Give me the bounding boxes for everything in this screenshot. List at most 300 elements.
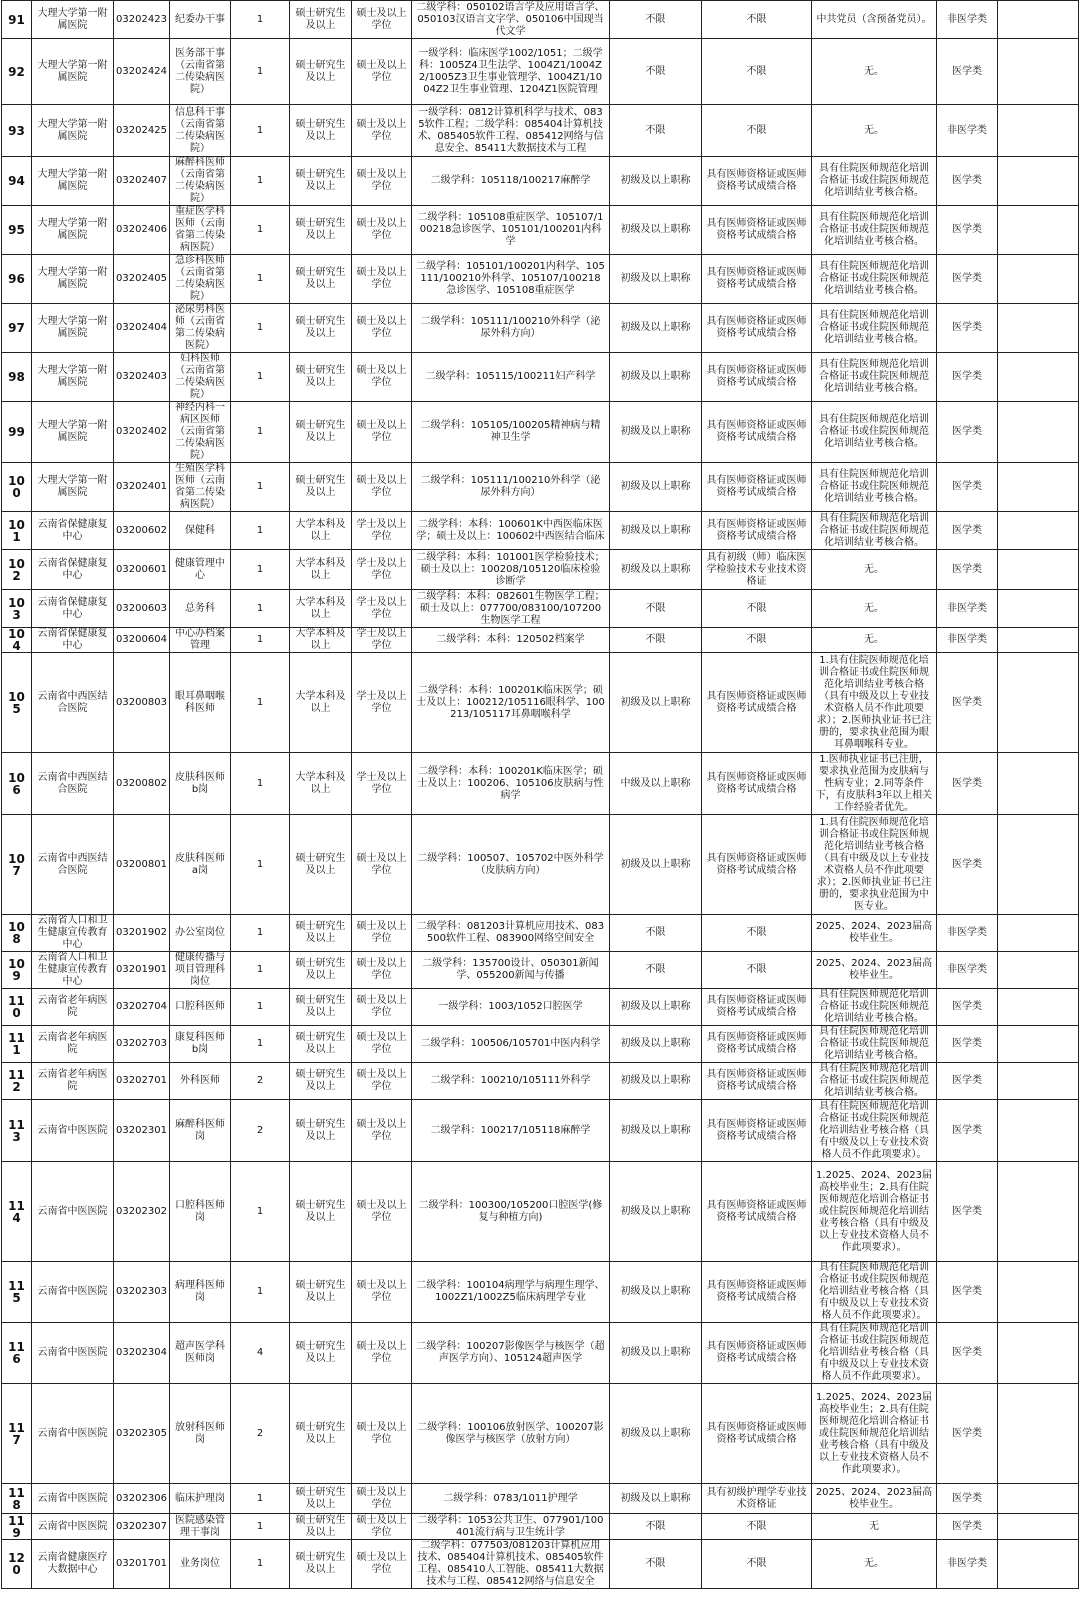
other-requirements: 具有住院医师规范化培训合格证书或住院医师规范化培训结业考核合格。 xyxy=(812,463,937,512)
blank-cell xyxy=(998,1162,1079,1262)
other-requirements: 具有住院医师规范化培训合格证书或住院医师规范化培训结业考核合格（具有中级及以上专业技术资格人员不作此项要求）。 xyxy=(812,1323,937,1384)
post-category: 医学类 xyxy=(937,304,998,353)
blank-cell xyxy=(998,1323,1079,1384)
post-name: 信息科干事（云南省第二传染病医院） xyxy=(170,105,231,157)
hiring-count: 1 xyxy=(231,1540,290,1589)
professional-title-requirement: 不限 xyxy=(610,915,702,952)
major-requirement: 一级学科：1003/1052口腔医学 xyxy=(412,989,610,1026)
education-requirement: 硕士研究生及以上 xyxy=(290,1100,352,1162)
major-requirement: 二级学科：105118/100217麻醉学 xyxy=(412,157,610,206)
blank-cell xyxy=(998,353,1079,402)
qualification-requirement: 具有医师资格证或医师资格考试成绩合格 xyxy=(702,1063,812,1100)
post-name: 口腔科医师 xyxy=(170,989,231,1026)
post-category: 非医学类 xyxy=(937,915,998,952)
row-number: 106 xyxy=(2,753,32,815)
qualification-requirement: 具有医师资格证或医师资格考试成绩合格 xyxy=(702,402,812,463)
education-requirement: 大学本科及以上 xyxy=(290,590,352,628)
employer-name: 大理大学第一附属医院 xyxy=(32,39,114,105)
other-requirements: 1.医师执业证书已注册，要求执业范围为皮肤病与性病专业；2.同等条件下，有皮肤科3年以上相关工作经验者优先。 xyxy=(812,753,937,815)
hiring-count: 2 xyxy=(231,1384,290,1484)
degree-requirement: 硕士及以上学位 xyxy=(352,105,412,157)
row-number: 97 xyxy=(2,304,32,353)
degree-requirement: 硕士及以上学位 xyxy=(352,1540,412,1589)
professional-title-requirement: 初级及以上职称 xyxy=(610,512,702,550)
post-name: 医务部干事（云南省第二传染病医院） xyxy=(170,39,231,105)
row-number: 102 xyxy=(2,550,32,590)
row-number: 92 xyxy=(2,39,32,105)
other-requirements: 1.2025、2024、2023届高校毕业生；2.具有住院医师规范化培训合格证书或住院医师规范化培训结业考核合格（具有中级及以上专业技术资格人员不作此项要求）。 xyxy=(812,1384,937,1484)
post-name: 泌尿男科医师（云南省第二传染病医院） xyxy=(170,304,231,353)
table-row xyxy=(2,1100,1079,1162)
post-code: 03200801 xyxy=(114,815,170,915)
table-row xyxy=(2,590,1079,628)
table-row xyxy=(2,39,1079,105)
row-number: 109 xyxy=(2,952,32,989)
qualification-requirement: 具有医师资格证或医师资格考试成绩合格 xyxy=(702,1026,812,1063)
row-number: 105 xyxy=(2,653,32,753)
employer-name: 云南省中医医院 xyxy=(32,1100,114,1162)
qualification-requirement: 具有医师资格证或医师资格考试成绩合格 xyxy=(702,1323,812,1384)
post-name: 麻醉科医师岗 xyxy=(170,1100,231,1162)
education-requirement: 硕士研究生及以上 xyxy=(290,353,352,402)
major-requirement: 一级学科：0812计算机科学与技术、0835软件工程；二级学科：085404计算机技术、085405软件工程、085412网络与信息安全、85411大数据技术与工程 xyxy=(412,105,610,157)
other-requirements: 无。 xyxy=(812,550,937,590)
major-requirement: 二级学科：100300/105200口腔医学(修复与种植方向) xyxy=(412,1162,610,1262)
degree-requirement: 硕士及以上学位 xyxy=(352,1,412,39)
professional-title-requirement: 中级及以上职称 xyxy=(610,753,702,815)
qualification-requirement: 具有医师资格证或医师资格考试成绩合格 xyxy=(702,463,812,512)
degree-requirement: 学士及以上学位 xyxy=(352,753,412,815)
degree-requirement: 学士及以上学位 xyxy=(352,550,412,590)
hiring-count: 1 xyxy=(231,815,290,915)
post-code: 03201901 xyxy=(114,952,170,989)
post-name: 急诊科医师（云南省第二传染病医院） xyxy=(170,255,231,304)
education-requirement: 大学本科及以上 xyxy=(290,512,352,550)
post-code: 03201902 xyxy=(114,915,170,952)
post-category: 医学类 xyxy=(937,463,998,512)
degree-requirement: 硕士及以上学位 xyxy=(352,1262,412,1323)
table-row xyxy=(2,1026,1079,1063)
other-requirements: 中共党员（含预备党员）。 xyxy=(812,1,937,39)
other-requirements: 具有住院医师规范化培训合格证书或住院医师规范化培训结业考核合格。 xyxy=(812,1026,937,1063)
employer-name: 云南省中医医院 xyxy=(32,1484,114,1514)
other-requirements: 无。 xyxy=(812,1540,937,1589)
blank-cell xyxy=(998,1,1079,39)
major-requirement: 二级学科：077503/081203计算机应用技术、085404计算机技术、085405软件工程、085410人工智能、085411大数据技术与工程、085412网络与信息安全 xyxy=(412,1540,610,1589)
employer-name: 云南省老年病医院 xyxy=(32,1063,114,1100)
blank-cell xyxy=(998,550,1079,590)
blank-cell xyxy=(998,157,1079,206)
major-requirement: 二级学科：1053公共卫生、077901/100401流行病与卫生统计学 xyxy=(412,1514,610,1540)
other-requirements: 无 xyxy=(812,1514,937,1540)
post-category: 非医学类 xyxy=(937,1540,998,1589)
blank-cell xyxy=(998,628,1079,653)
qualification-requirement: 具有医师资格证或医师资格考试成绩合格 xyxy=(702,1262,812,1323)
hiring-count: 1 xyxy=(231,402,290,463)
table-row xyxy=(2,1484,1079,1514)
professional-title-requirement: 不限 xyxy=(610,105,702,157)
other-requirements: 1.具有住院医师规范化培训合格证书或住院医师规范化培训结业考核合格（具有中级及以上专业技术资格人员不作此项要求）；2.医师执业证书已注册的，要求执业范围为中医专业。 xyxy=(812,815,937,915)
employer-name: 云南省中医医院 xyxy=(32,1323,114,1384)
other-requirements: 无。 xyxy=(812,39,937,105)
hiring-count: 1 xyxy=(231,590,290,628)
post-code: 03202701 xyxy=(114,1063,170,1100)
post-name: 病理科医师岗 xyxy=(170,1262,231,1323)
blank-cell xyxy=(998,402,1079,463)
professional-title-requirement: 不限 xyxy=(610,628,702,653)
post-name: 中心办档案管理 xyxy=(170,628,231,653)
row-number: 120 xyxy=(2,1540,32,1589)
row-number: 100 xyxy=(2,463,32,512)
employer-name: 云南省人口和卫生健康宣传教育中心 xyxy=(32,915,114,952)
qualification-requirement: 不限 xyxy=(702,590,812,628)
post-code: 03200604 xyxy=(114,628,170,653)
row-number: 117 xyxy=(2,1384,32,1484)
table-row xyxy=(2,463,1079,512)
hiring-count: 1 xyxy=(231,989,290,1026)
post-category: 医学类 xyxy=(937,1262,998,1323)
education-requirement: 硕士研究生及以上 xyxy=(290,989,352,1026)
post-name: 保健科 xyxy=(170,512,231,550)
other-requirements: 具有住院医师规范化培训合格证书或住院医师规范化培训结业考核合格。 xyxy=(812,989,937,1026)
education-requirement: 大学本科及以上 xyxy=(290,753,352,815)
education-requirement: 大学本科及以上 xyxy=(290,653,352,753)
degree-requirement: 学士及以上学位 xyxy=(352,512,412,550)
blank-cell xyxy=(998,1063,1079,1100)
post-category: 医学类 xyxy=(937,157,998,206)
post-code: 03202305 xyxy=(114,1384,170,1484)
hiring-count: 2 xyxy=(231,1100,290,1162)
post-category: 医学类 xyxy=(937,753,998,815)
blank-cell xyxy=(998,1540,1079,1589)
hiring-count: 1 xyxy=(231,157,290,206)
post-code: 03202425 xyxy=(114,105,170,157)
employer-name: 云南省保健康复中心 xyxy=(32,628,114,653)
post-code: 03202424 xyxy=(114,39,170,105)
post-category: 非医学类 xyxy=(937,590,998,628)
post-code: 03202402 xyxy=(114,402,170,463)
post-code: 03202401 xyxy=(114,463,170,512)
professional-title-requirement: 初级及以上职称 xyxy=(610,1262,702,1323)
row-number: 111 xyxy=(2,1026,32,1063)
employer-name: 云南省老年病医院 xyxy=(32,1026,114,1063)
employer-name: 大理大学第一附属医院 xyxy=(32,463,114,512)
degree-requirement: 硕士及以上学位 xyxy=(352,1162,412,1262)
post-code: 03202406 xyxy=(114,206,170,255)
qualification-requirement: 具有医师资格证或医师资格考试成绩合格 xyxy=(702,1162,812,1262)
degree-requirement: 硕士及以上学位 xyxy=(352,255,412,304)
professional-title-requirement: 不限 xyxy=(610,952,702,989)
post-name: 业务岗位 xyxy=(170,1540,231,1589)
education-requirement: 硕士研究生及以上 xyxy=(290,1484,352,1514)
other-requirements: 无。 xyxy=(812,628,937,653)
post-name: 皮肤科医师a岗 xyxy=(170,815,231,915)
major-requirement: 二级学科：本科：120502档案学 xyxy=(412,628,610,653)
table-row xyxy=(2,550,1079,590)
other-requirements: 具有住院医师规范化培训合格证书或住院医师规范化培训结业考核合格。 xyxy=(812,255,937,304)
professional-title-requirement: 初级及以上职称 xyxy=(610,353,702,402)
table-row xyxy=(2,1162,1079,1262)
post-name: 眼耳鼻咽喉科医师 xyxy=(170,653,231,753)
education-requirement: 硕士研究生及以上 xyxy=(290,952,352,989)
post-name: 皮肤科医师b岗 xyxy=(170,753,231,815)
blank-cell xyxy=(998,590,1079,628)
degree-requirement: 学士及以上学位 xyxy=(352,590,412,628)
post-category: 非医学类 xyxy=(937,952,998,989)
hiring-count: 1 xyxy=(231,1262,290,1323)
table-row xyxy=(2,512,1079,550)
education-requirement: 硕士研究生及以上 xyxy=(290,815,352,915)
professional-title-requirement: 初级及以上职称 xyxy=(610,989,702,1026)
professional-title-requirement: 初级及以上职称 xyxy=(610,255,702,304)
degree-requirement: 硕士及以上学位 xyxy=(352,1514,412,1540)
table-row xyxy=(2,753,1079,815)
other-requirements: 无。 xyxy=(812,590,937,628)
professional-title-requirement: 不限 xyxy=(610,1,702,39)
post-code: 03200603 xyxy=(114,590,170,628)
qualification-requirement: 不限 xyxy=(702,105,812,157)
education-requirement: 硕士研究生及以上 xyxy=(290,1063,352,1100)
post-code: 03200802 xyxy=(114,753,170,815)
professional-title-requirement: 初级及以上职称 xyxy=(610,1063,702,1100)
post-category: 医学类 xyxy=(937,512,998,550)
row-number: 119 xyxy=(2,1514,32,1540)
employer-name: 云南省老年病医院 xyxy=(32,989,114,1026)
major-requirement: 二级学科：本科：101001医学检验技术；硕士及以上：100208/105120临床检验诊断学 xyxy=(412,550,610,590)
education-requirement: 大学本科及以上 xyxy=(290,550,352,590)
hiring-count: 1 xyxy=(231,512,290,550)
professional-title-requirement: 不限 xyxy=(610,1514,702,1540)
other-requirements: 具有住院医师规范化培训合格证书或住院医师规范化培训结业考核合格。 xyxy=(812,1063,937,1100)
post-name: 医院感染管理干事岗 xyxy=(170,1514,231,1540)
education-requirement: 硕士研究生及以上 xyxy=(290,1026,352,1063)
other-requirements: 1.具有住院医师规范化培训合格证书或住院医师规范化培训结业考核合格（具有中级及以上专业技术资格人员不作此项要求）；2.医师执业证书已注册的，要求执业范围为眼耳鼻咽喉科专业。 xyxy=(812,653,937,753)
post-category: 医学类 xyxy=(937,206,998,255)
qualification-requirement: 具有医师资格证或医师资格考试成绩合格 xyxy=(702,815,812,915)
table-row xyxy=(2,206,1079,255)
major-requirement: 二级学科：100506/105701中医内科学 xyxy=(412,1026,610,1063)
education-requirement: 大学本科及以上 xyxy=(290,628,352,653)
table-row xyxy=(2,1323,1079,1384)
post-category: 非医学类 xyxy=(937,628,998,653)
post-code: 03200803 xyxy=(114,653,170,753)
other-requirements: 2025、2024、2023届高校毕业生。 xyxy=(812,952,937,989)
row-number: 103 xyxy=(2,590,32,628)
degree-requirement: 硕士及以上学位 xyxy=(352,1026,412,1063)
major-requirement: 二级学科：081203计算机应用技术、083500软件工程、083900网络空间安全 xyxy=(412,915,610,952)
education-requirement: 硕士研究生及以上 xyxy=(290,105,352,157)
row-number: 91 xyxy=(2,1,32,39)
row-number: 94 xyxy=(2,157,32,206)
education-requirement: 硕士研究生及以上 xyxy=(290,39,352,105)
blank-cell xyxy=(998,255,1079,304)
qualification-requirement: 不限 xyxy=(702,39,812,105)
post-code: 03202302 xyxy=(114,1162,170,1262)
major-requirement: 二级学科：100104病理学与病理生理学、1002Z1/1002Z5临床病理学专业 xyxy=(412,1262,610,1323)
qualification-requirement: 不限 xyxy=(702,952,812,989)
table-row xyxy=(2,255,1079,304)
education-requirement: 硕士研究生及以上 xyxy=(290,1,352,39)
employer-name: 大理大学第一附属医院 xyxy=(32,206,114,255)
hiring-count: 1 xyxy=(231,550,290,590)
qualification-requirement: 不限 xyxy=(702,628,812,653)
post-category: 医学类 xyxy=(937,39,998,105)
post-code: 03200602 xyxy=(114,512,170,550)
major-requirement: 二级学科：100106放射医学、100207影像医学与核医学（放射方向） xyxy=(412,1384,610,1484)
post-category: 医学类 xyxy=(937,653,998,753)
other-requirements: 具有住院医师规范化培训合格证书或住院医师规范化培训结业考核合格。 xyxy=(812,353,937,402)
post-code: 03202301 xyxy=(114,1100,170,1162)
table-row xyxy=(2,815,1079,915)
row-number: 118 xyxy=(2,1484,32,1514)
major-requirement: 二级学科：105115/100211妇产科学 xyxy=(412,353,610,402)
major-requirement: 二级学科：本科：100201K临床医学；硕士及以上：100212/105116眼科学、100213/105117耳鼻咽喉科学 xyxy=(412,653,610,753)
post-name: 健康管理中心 xyxy=(170,550,231,590)
degree-requirement: 硕士及以上学位 xyxy=(352,1384,412,1484)
row-number: 110 xyxy=(2,989,32,1026)
row-number: 113 xyxy=(2,1100,32,1162)
qualification-requirement: 具有初级护理学专业技术资格证 xyxy=(702,1484,812,1514)
employer-name: 云南省中西医结合医院 xyxy=(32,815,114,915)
major-requirement: 二级学科：105111/100210外科学（泌尿外科方向） xyxy=(412,304,610,353)
qualification-requirement: 具有医师资格证或医师资格考试成绩合格 xyxy=(702,1384,812,1484)
employer-name: 大理大学第一附属医院 xyxy=(32,157,114,206)
degree-requirement: 硕士及以上学位 xyxy=(352,952,412,989)
employer-name: 云南省中医医院 xyxy=(32,1514,114,1540)
employer-name: 大理大学第一附属医院 xyxy=(32,304,114,353)
hiring-count: 1 xyxy=(231,206,290,255)
row-number: 107 xyxy=(2,815,32,915)
employer-name: 云南省健康医疗大数据中心 xyxy=(32,1540,114,1589)
employer-name: 云南省保健康复中心 xyxy=(32,590,114,628)
hiring-count: 1 xyxy=(231,1,290,39)
qualification-requirement: 具有医师资格证或医师资格考试成绩合格 xyxy=(702,255,812,304)
blank-cell xyxy=(998,512,1079,550)
blank-cell xyxy=(998,1262,1079,1323)
qualification-requirement: 具有医师资格证或医师资格考试成绩合格 xyxy=(702,989,812,1026)
post-category: 医学类 xyxy=(937,1162,998,1262)
post-code: 03202405 xyxy=(114,255,170,304)
row-number: 115 xyxy=(2,1262,32,1323)
blank-cell xyxy=(998,915,1079,952)
degree-requirement: 硕士及以上学位 xyxy=(352,157,412,206)
post-category: 医学类 xyxy=(937,1323,998,1384)
post-category: 医学类 xyxy=(937,1514,998,1540)
row-number: 108 xyxy=(2,915,32,952)
employer-name: 大理大学第一附属医院 xyxy=(32,1,114,39)
professional-title-requirement: 初级及以上职称 xyxy=(610,402,702,463)
blank-cell xyxy=(998,1100,1079,1162)
professional-title-requirement: 初级及以上职称 xyxy=(610,463,702,512)
degree-requirement: 硕士及以上学位 xyxy=(352,353,412,402)
education-requirement: 硕士研究生及以上 xyxy=(290,1384,352,1484)
blank-cell xyxy=(998,989,1079,1026)
table-row xyxy=(2,952,1079,989)
row-number: 116 xyxy=(2,1323,32,1384)
major-requirement: 二级学科：本科：100601K中西医临床医学；硕士及以上：100602中西医结合临床 xyxy=(412,512,610,550)
post-code: 03202304 xyxy=(114,1323,170,1384)
post-name: 康复科医师b岗 xyxy=(170,1026,231,1063)
post-name: 外科医师 xyxy=(170,1063,231,1100)
education-requirement: 硕士研究生及以上 xyxy=(290,1514,352,1540)
hiring-count: 1 xyxy=(231,653,290,753)
employer-name: 大理大学第一附属医院 xyxy=(32,402,114,463)
post-category: 非医学类 xyxy=(937,105,998,157)
qualification-requirement: 具有初级（师）临床医学检验技术专业技术资格证 xyxy=(702,550,812,590)
professional-title-requirement: 初级及以上职称 xyxy=(610,157,702,206)
table-row xyxy=(2,915,1079,952)
table-row xyxy=(2,353,1079,402)
qualification-requirement: 不限 xyxy=(702,1,812,39)
degree-requirement: 硕士及以上学位 xyxy=(352,1484,412,1514)
qualification-requirement: 具有医师资格证或医师资格考试成绩合格 xyxy=(702,304,812,353)
education-requirement: 硕士研究生及以上 xyxy=(290,255,352,304)
blank-cell xyxy=(998,1484,1079,1514)
major-requirement: 二级学科：105105/100205精神病与精神卫生学 xyxy=(412,402,610,463)
blank-cell xyxy=(998,105,1079,157)
major-requirement: 二级学科：100210/105111外科学 xyxy=(412,1063,610,1100)
post-name: 麻醉科医师（云南省第二传染病医院） xyxy=(170,157,231,206)
post-name: 超声医学科医师岗 xyxy=(170,1323,231,1384)
major-requirement: 二级学科：100207影像医学与核医学（超声医学方向）、105124超声医学 xyxy=(412,1323,610,1384)
degree-requirement: 学士及以上学位 xyxy=(352,628,412,653)
post-category: 医学类 xyxy=(937,1026,998,1063)
blank-cell xyxy=(998,1384,1079,1484)
education-requirement: 硕士研究生及以上 xyxy=(290,304,352,353)
major-requirement: 二级学科：100217/105118麻醉学 xyxy=(412,1100,610,1162)
other-requirements: 2025、2024、2023届高校毕业生。 xyxy=(812,915,937,952)
degree-requirement: 硕士及以上学位 xyxy=(352,463,412,512)
hiring-count: 1 xyxy=(231,353,290,402)
table-row xyxy=(2,1,1079,39)
row-number: 114 xyxy=(2,1162,32,1262)
other-requirements: 具有住院医师规范化培训合格证书或住院医师规范化培训结业考核合格。 xyxy=(812,402,937,463)
post-code: 03202407 xyxy=(114,157,170,206)
post-name: 总务科 xyxy=(170,590,231,628)
major-requirement: 二级学科：135700设计、050301新闻学、055200新闻与传播 xyxy=(412,952,610,989)
employer-name: 云南省中西医结合医院 xyxy=(32,753,114,815)
post-category: 医学类 xyxy=(937,815,998,915)
table-row xyxy=(2,1514,1079,1540)
row-number: 93 xyxy=(2,105,32,157)
professional-title-requirement: 初级及以上职称 xyxy=(610,550,702,590)
degree-requirement: 硕士及以上学位 xyxy=(352,1063,412,1100)
post-code: 03202306 xyxy=(114,1484,170,1514)
professional-title-requirement: 初级及以上职称 xyxy=(610,1026,702,1063)
major-requirement: 二级学科：本科：100201K临床医学；硕士及以上：100206、105106皮肤病与性病学 xyxy=(412,753,610,815)
hiring-count: 1 xyxy=(231,105,290,157)
qualification-requirement: 具有医师资格证或医师资格考试成绩合格 xyxy=(702,1100,812,1162)
post-code: 03202704 xyxy=(114,989,170,1026)
blank-cell xyxy=(998,1026,1079,1063)
other-requirements: 无。 xyxy=(812,105,937,157)
row-number: 96 xyxy=(2,255,32,304)
hiring-count: 1 xyxy=(231,1026,290,1063)
row-number: 99 xyxy=(2,402,32,463)
major-requirement: 二级学科：105111/100210外科学（泌尿外科方向） xyxy=(412,463,610,512)
post-name: 健康传播与项目管理科岗位 xyxy=(170,952,231,989)
blank-cell xyxy=(998,463,1079,512)
professional-title-requirement: 初级及以上职称 xyxy=(610,1162,702,1262)
row-number: 104 xyxy=(2,628,32,653)
table-row xyxy=(2,628,1079,653)
post-category: 医学类 xyxy=(937,989,998,1026)
row-number: 98 xyxy=(2,353,32,402)
other-requirements: 具有住院医师规范化培训合格证书或住院医师规范化培训结业考核合格。 xyxy=(812,304,937,353)
education-requirement: 硕士研究生及以上 xyxy=(290,463,352,512)
post-category: 医学类 xyxy=(937,550,998,590)
degree-requirement: 硕士及以上学位 xyxy=(352,989,412,1026)
